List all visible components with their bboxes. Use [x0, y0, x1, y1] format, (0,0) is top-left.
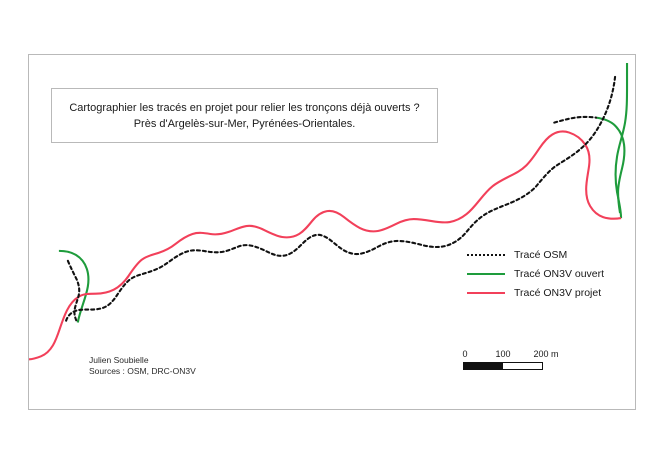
map-figure — [28, 54, 636, 410]
map-scalebar — [463, 349, 583, 370]
map-title-box — [51, 88, 438, 143]
legend-label-on3v-open: Tracé ON3V ouvert — [514, 267, 605, 280]
map-title-line-2: Près d'Argelès-sur-Mer, Pyrénées-Orientales. — [133, 117, 356, 130]
legend-label-on3v-project: Tracé ON3V projet — [514, 286, 602, 299]
scalebar-segment-light — [503, 363, 542, 369]
scalebar-segment-dark — [464, 363, 503, 369]
legend-item-on3v-project — [467, 283, 604, 302]
route-osm-west-branch — [68, 261, 79, 322]
scalebar-tick-0: 0 — [462, 349, 468, 359]
credits-sources: Sources : OSM, DRC-ON3V — [89, 366, 196, 376]
scalebar-tick-1: 100 — [495, 349, 511, 359]
route-osm-east-link — [554, 117, 596, 123]
legend-swatch-dashed-icon — [467, 249, 505, 261]
credits-author: Julien Soubielle — [89, 355, 149, 365]
route-on3v-open-east — [596, 118, 624, 213]
legend-swatch-red-icon — [467, 287, 505, 299]
map-legend — [467, 245, 604, 302]
legend-item-on3v-open — [467, 264, 604, 283]
map-credits — [89, 355, 196, 377]
scalebar-bar — [463, 362, 543, 370]
legend-swatch-green-icon — [467, 268, 505, 280]
map-title-line-1: Cartographier les tracés en projet pour relier les tronçons déjà ouverts ? — [69, 101, 420, 114]
legend-item-osm — [467, 245, 604, 264]
scalebar-tick-2: 200 m — [533, 349, 559, 359]
scalebar-ticks — [463, 349, 583, 362]
legend-label-osm: Tracé OSM — [514, 248, 568, 261]
